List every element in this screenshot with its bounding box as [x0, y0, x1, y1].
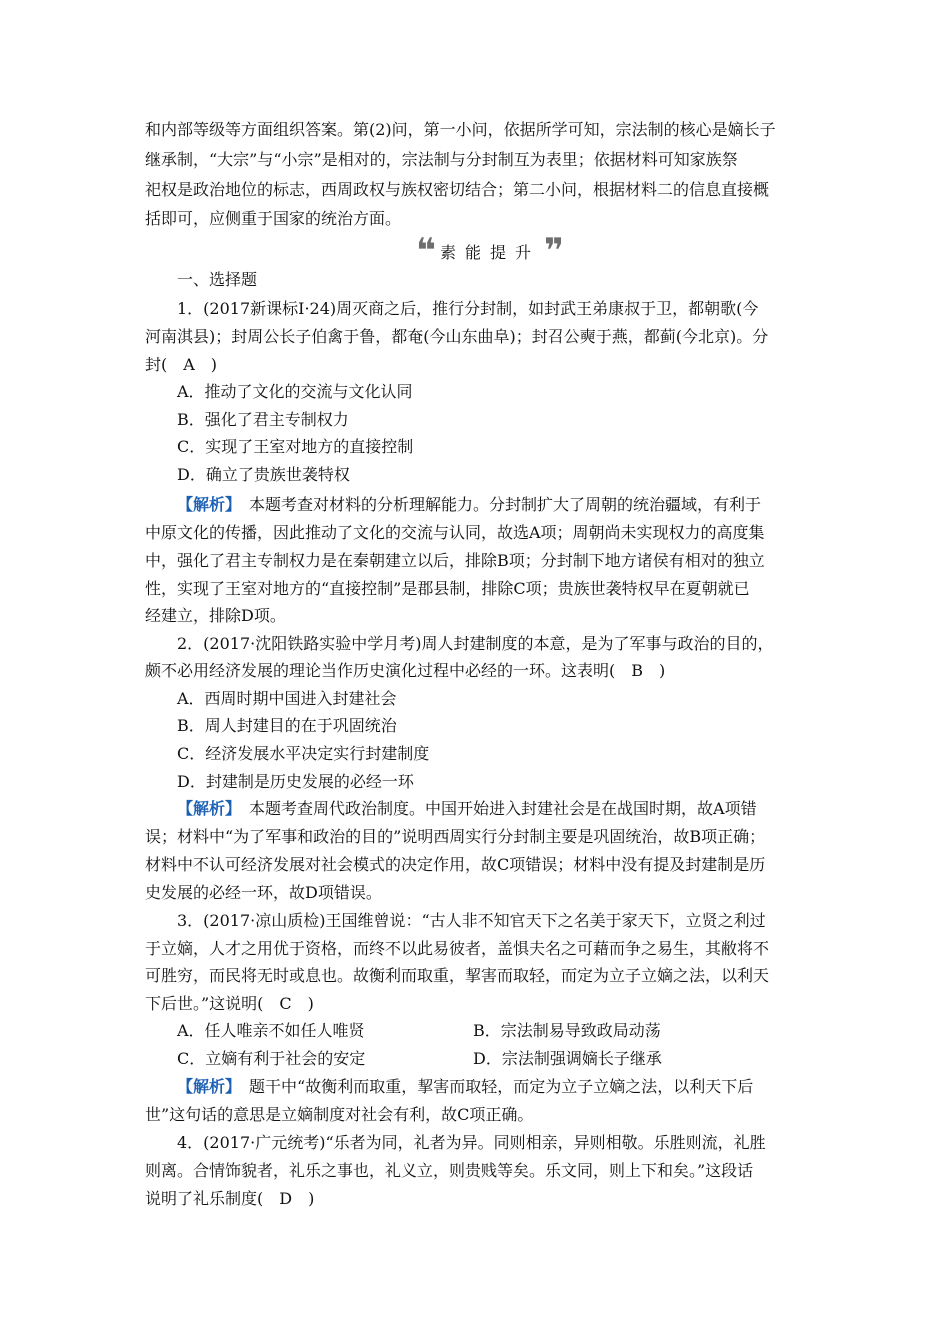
question-4-line: 说明了礼乐制度( D ) [145, 1189, 315, 1208]
question-1-option-d: D．确立了贵族世袭特权 [177, 465, 350, 484]
question-1-line: 1．(2017新课标Ⅰ·24)周灭商之后，推行分封制，如封武王弟康叔于卫，都朝歌(今 [177, 299, 759, 318]
question-3-line: 可胜穷，而民将无时或息也。故衡利而取重，挈害而取轻，而定为立子立嫡之法，以利天 [145, 966, 770, 985]
question-1-analysis-line: 性，实现了王室对地方的“直接控制”是郡县制，排除C项；贵族世袭特权早在夏朝就已 [145, 579, 750, 598]
question-1-analysis-line: 中原文化的传播，因此推动了文化的交流与认同，故选A项；周朝尚未实现权力的高度集 [145, 523, 765, 542]
question-2-line: 2．(2017·沈阳铁路实验中学月考)周人封建制度的本意，是为了军事与政治的目的， [177, 634, 774, 653]
question-1-option-b: B．强化了君主专制权力 [177, 410, 349, 429]
question-3-line: 下后世。”这说明( C ) [145, 994, 314, 1013]
analysis-tag: 【解析】 [177, 799, 234, 818]
question-2-option-b: B．周人封建目的在于巩固统治 [177, 716, 397, 735]
question-1-line: 河南淇县)；封周公长子伯禽于鲁，都奄(今山东曲阜)；封召公奭于燕，都蓟(今北京)。分 [145, 327, 769, 346]
question-2-line: 颇不必用经济发展的理论当作历史演化过程中必经的一环。这表明( B ) [145, 661, 666, 680]
analysis-tag: 【解析】 [177, 1077, 234, 1096]
intro-line: 祀权是政治地位的标志，西周政权与族权密切结合；第二小问，根据材料二的信息直接概 [145, 180, 770, 199]
question-1-analysis-line [177, 491, 761, 519]
intro-line: 括即可，应侧重于国家的统治方面。 [145, 209, 402, 228]
analysis-tag: 【解析】 [177, 495, 234, 514]
question-1-option-c: C．实现了王室对地方的直接控制 [177, 437, 414, 456]
question-3-option-d: D．宗法制强调嫡长子继承 [473, 1049, 662, 1068]
question-2-analysis-line: 误；材料中“为了军事和政治的目的”说明西周实行分封制主要是巩固统治，故B项正确； [145, 827, 766, 846]
question-2-option-c: C．经济发展水平决定实行封建制度 [177, 744, 430, 763]
section-banner [415, 231, 565, 271]
question-2-analysis-line: 材料中不认可经济发展对社会模式的决定作用，故C项错误；材料中没有提及封建制是历 [145, 855, 766, 874]
question-1-option-a: A．推动了文化的交流与文化认同 [177, 382, 413, 401]
question-3-analysis-line [177, 1073, 753, 1101]
question-2-analysis-line [177, 795, 757, 823]
intro-line: 和内部等级等方面组织答案。第(2)问，第一小问，依据所学可知，宗法制的核心是嫡长子 [145, 120, 776, 139]
section-title: 一、选择题 [177, 270, 258, 289]
analysis-text: 本题考查对材料的分析理解能力。分封制扩大了周朝的统治疆域，有利于 [233, 495, 762, 514]
question-1-analysis-line: 经建立，排除D项。 [145, 606, 286, 625]
analysis-text: 题干中“故衡利而取重，挈害而取轻，而定为立子立嫡之法，以利天下后 [233, 1077, 754, 1096]
question-2-option-a: A．西周时期中国进入封建社会 [177, 689, 397, 708]
question-3-analysis-line: 世”这句话的意思是立嫡制度对社会有利，故C项正确。 [145, 1105, 534, 1124]
question-2-analysis-line: 史发展的必经一环，故D项错误。 [145, 883, 382, 902]
question-1-analysis-line: 中，强化了君主专制权力是在秦朝建立以后，排除B项；分封制下地方诸侯有相对的独立 [145, 551, 765, 570]
question-4-line: 则离。合情饰貌者，礼乐之事也，礼义立，则贵贱等矣。乐文同，则上下和矣。”这段话 [145, 1161, 754, 1180]
analysis-text: 本题考查周代政治制度。中国开始进入封建社会是在战国时期，故A项错 [233, 799, 757, 818]
question-3-option-b: B．宗法制易导致政局动荡 [473, 1021, 661, 1040]
question-3-option-a: A．任人唯亲不如任人唯贤 [177, 1021, 365, 1040]
question-2-option-d: D．封建制是历史发展的必经一环 [177, 772, 414, 791]
question-3-line: 3．(2017·凉山质检)王国维曾说：“古人非不知官天下之名美于家天下，立贤之利过 [177, 911, 766, 930]
question-4-line: 4．(2017·广元统考)“乐者为同，礼者为异。同则相亲，异则相敬。乐胜则流，礼胜 [177, 1133, 766, 1152]
question-3-option-c: C．立嫡有利于社会的安定 [177, 1049, 366, 1068]
open-quote-icon: ❝ [416, 231, 436, 271]
question-3-line: 于立嫡，人才之用优于资格，而终不以此易彼者，盖惧夫名之可藉而争之易生，其敝将不 [145, 939, 770, 958]
close-quote-icon: ❞ [544, 231, 564, 271]
banner-title: 素能提升 [439, 242, 540, 262]
question-1-line: 封( A ) [145, 355, 218, 374]
intro-line: 继承制，“大宗”与“小宗”是相对的，宗法制与分封制互为表里；依据材料可知家族祭 [145, 150, 738, 169]
